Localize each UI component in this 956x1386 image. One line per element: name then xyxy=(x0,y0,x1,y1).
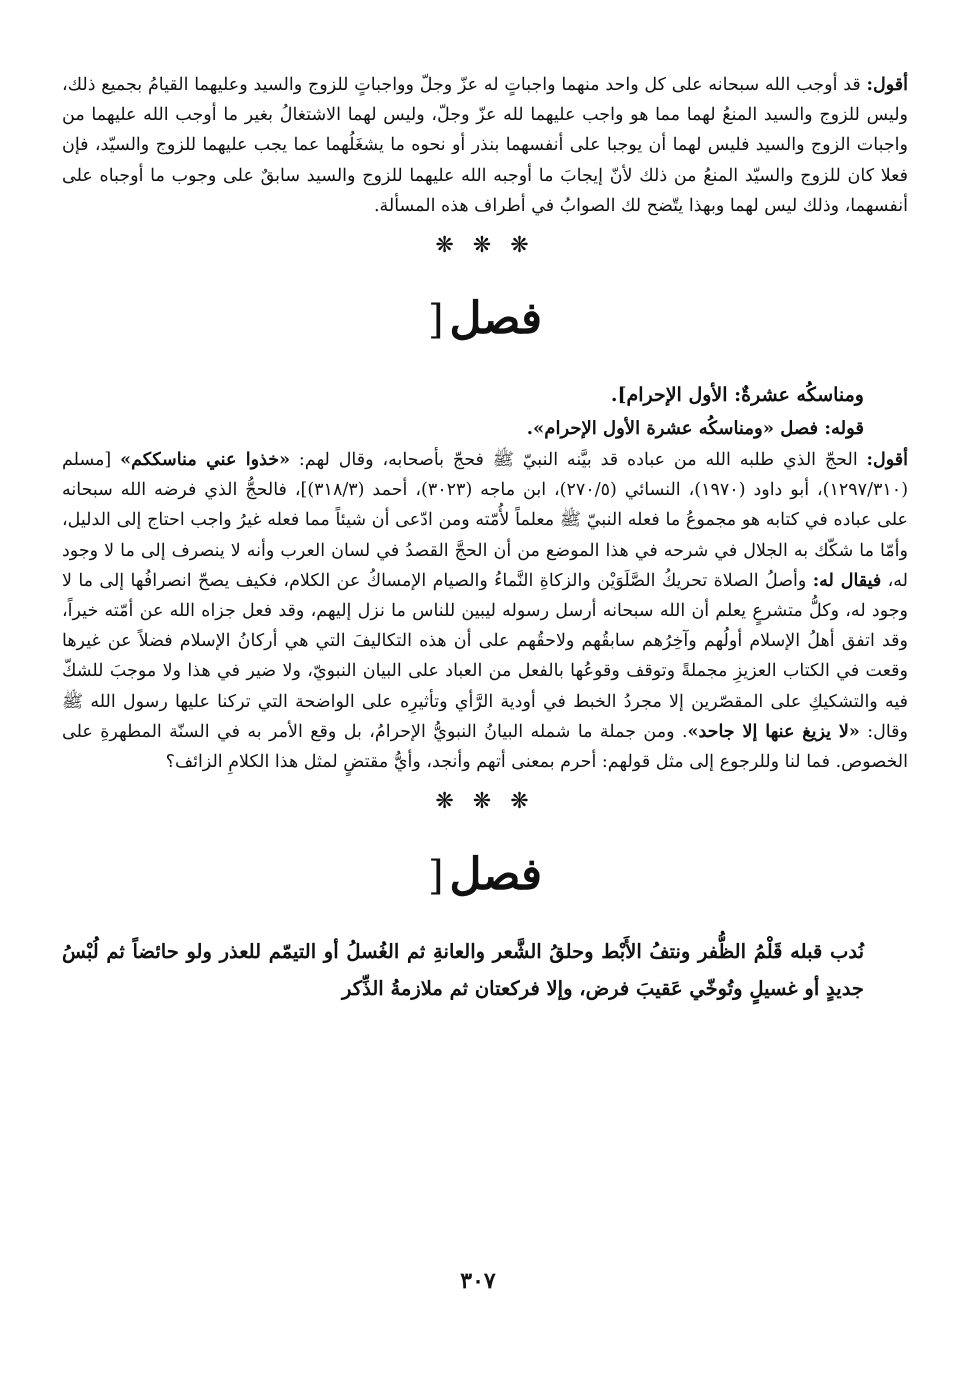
paragraph-1-lead: أقول: xyxy=(866,75,908,95)
section-heading-1 xyxy=(62,289,908,367)
paragraph-2-text-a: الحجّ الذي طلبه الله من عباده قد بيَّنه النبيّ ﷺ فحجّ بأصحابه، وقال لهم: xyxy=(290,450,867,471)
paragraph-2 xyxy=(62,445,908,777)
section-heading-1-bracket: [ xyxy=(427,297,444,344)
paragraph-1 xyxy=(62,70,908,221)
matn-line-1: ومناسكُه عشرةٌ: الأول الإحرام]. xyxy=(610,384,864,407)
paragraph-2-text-d: . ومن جملة ما شمله البيانُ النبويُّ الإحرامُ، بل وقع الأمر به في السنّة المطهرةِ على الخصوص. فما لنا وللرجوع إلى مثل قولهم: أحرم بمعنى أتهم وأنجد، وأيُّ مقتضٍ لمثل هذا الكلامِ الزائف؟ xyxy=(62,721,908,773)
faqal-lead: فيقال له: xyxy=(812,570,882,591)
qawluhu-line: قوله: فصل «ومناسكُه عشرة الأول الإحرام». xyxy=(526,418,864,440)
section-heading-2 xyxy=(62,845,908,923)
section-heading-2-bracket: [ xyxy=(427,853,444,900)
page-number: ٣٠٧ xyxy=(460,1268,496,1294)
hadith-quote-1: «خذوا عني مناسككم» xyxy=(120,450,291,471)
paragraph-2-text-c: وأصلُ الصلاة تحريكُ الصَّلَوَيْن والزكاةِ النَّماءُ والصيام الإمساكُ عن الكلام، فكيف يصحّ انصرافُها إلى ما لا وجود له، وكلُّ متشرعٍ يعلم أن الله سبحانه أرسل رسوله ليبين للناس ما نزل إليهم، وقد فعل جزاه الله عن أمّته خيراً، وقد اتفق أهلُ الإسلام أولُهم وآخِرُهم سابقُهم ولاحقُهم على أن هذه التكاليفَ التي هي أركانُ الإسلام فضلاً عن غيرها وقعت في الكتاب العزيزِ مجملةً وتوقف وقوعُها بالفعل من العباد على البيان النبويّ، ولا ضير في هذا ولا موجبَ للشكّ فيه والتشكيكِ على المقصّرين إلا مجردُ الخبط في أودية الرَّأي وتأثيرِه على الواضحة التي تركنا عليها رسول الله ﷺ وقال: xyxy=(62,570,909,742)
paragraph-2-lead: أقول: xyxy=(866,450,908,471)
page-content xyxy=(62,70,908,1007)
hadith-quote-2: «لا يزيغ عنها إلا جاحد» xyxy=(687,721,860,742)
matn-line-2: نُدب قبله قَلْمُ الظُّفر ونتفُ الأَبْط وحلقُ الشَّعر والعانةِ ثم الغُسلُ أو التيمّم للعذر ولو حائضاً ثم لُبْسُ جديدٍ أو غسيلٍ وتُوخّي عَقيبَ فرض، وإلا فركعتان ثم ملازمةُ الذِّكر xyxy=(62,940,864,1001)
section-heading-2-word: فصل xyxy=(449,849,543,901)
paragraph-2-text-b: [مسلم (١٢٩٧/٣١٠)، أبو داود (١٩٧٠)، النسائي (٢٧٠/٥)، ابن ماجه (٣٠٢٣)، أحمد (٣١٨/٣)]، فالحجُّ الذي فرضه الله سبحانه على عباده في كتابه هو مجموعُ ما فعله النبيّ ﷺ معلماً لأُمّته ومن ادّعى أن شيئاً مما فعله غيرُ واجب احتاج إلى الدليل، وأمّا ما شكّك به الجلال في شرحه في هذا الموضع من أن الحجَّ القصدُ في لسان العرب وأنه لا ينصرف إلى ما لا وجود له، xyxy=(62,450,909,591)
separator-stars-2: ❋ ❋ ❋ xyxy=(435,789,535,815)
separator-stars-1: ❋ ❋ ❋ xyxy=(435,233,535,259)
section-heading-1-word: فصل xyxy=(449,293,543,345)
paragraph-1-text: قد أوجب الله سبحانه على كل واحد منهما واجباتٍ له عزّ وجلّ وواجباتٍ للزوج والسيد وعليهما القيامُ بجميع ذلك، وليس للزوج والسيد المنعُ لهما مما هو واجب عليهما لله عزّ وجلّ، وليس لهما الاشتغالُ بغير ما أوجب الله عليهما من واجبات الزوج والسيد فليس لهما أن يوجبا على أنفسهما بنذر أو نحوه ما يشغَلُهما عما يجب عليهما للزوج والسيّد، فإن فعلا كان للزوج والسيّد المنعُ من ذلك لأنّ إيجابَ ما أوجبه الله عليهما للزوج والسيد سابقٌ على وجوب ما أوجباه على أنفسهما، وذلك ليس لهما وبهذا يتّضح لك الصوابُ في أطراف هذه المسألة. xyxy=(62,75,908,216)
